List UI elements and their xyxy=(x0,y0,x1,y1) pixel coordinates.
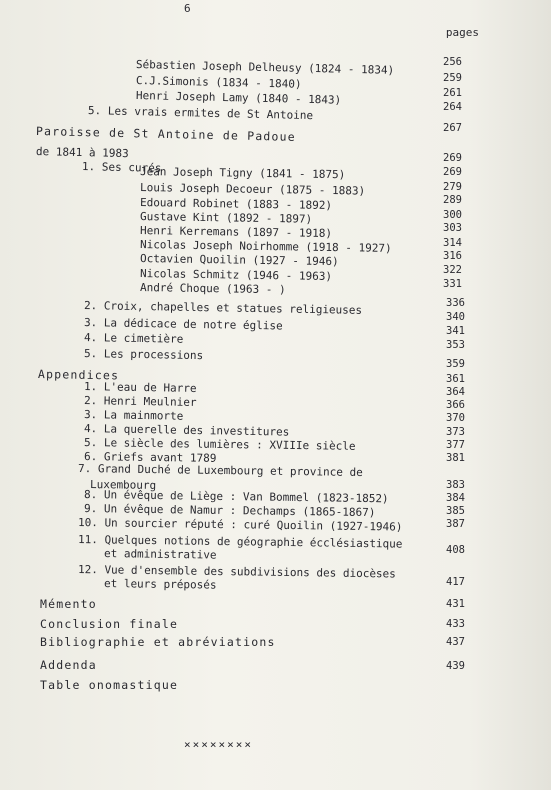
toc-page-number: 383 xyxy=(446,479,465,491)
toc-entry: 4. Le cimetière xyxy=(83,331,184,346)
toc-entry: 4. La querelle des investitures xyxy=(83,422,290,439)
toc-entry: 7. Grand Duché de Luxembourg et province de xyxy=(77,462,363,479)
toc-entry: Henri Joseph Lamy (1840 - 1843) xyxy=(135,89,342,107)
toc-entry: 2. Henri Meulnier xyxy=(83,394,197,409)
toc-entry: 3. La mainmorte xyxy=(83,408,184,423)
toc-page-number: 303 xyxy=(443,222,462,234)
toc-entry: Gustave Kint (1892 - 1897) xyxy=(139,210,313,226)
toc-page-number: 300 xyxy=(443,209,462,221)
toc-entry: et administrative xyxy=(103,547,217,562)
toc-page-number: 377 xyxy=(446,439,465,451)
toc-page-number: 370 xyxy=(446,412,465,424)
toc-page-number: 269 xyxy=(443,166,462,178)
toc-section-title: Mémento xyxy=(40,597,97,611)
toc-page-number: 331 xyxy=(443,278,462,290)
toc-entry: de 1841 à 1983 xyxy=(35,145,129,161)
toc-page-number: 322 xyxy=(443,264,462,276)
toc-section-title: Addenda xyxy=(40,658,97,672)
toc-entry: 11. Quelques notions de géographie écclésiastique xyxy=(77,533,403,551)
toc-page-number: 387 xyxy=(446,518,465,530)
toc-page-number: 385 xyxy=(446,505,465,517)
toc-page-number: 361 xyxy=(446,373,465,385)
toc-section-title: Conclusion finale xyxy=(40,617,179,631)
toc-page-number: 264 xyxy=(443,101,462,113)
toc-page-number: 256 xyxy=(443,56,462,68)
toc-entry: 10. Un sourcier réputé : curé Quoilin (1927-1946) xyxy=(77,516,403,534)
toc-page-number: 359 xyxy=(446,358,465,370)
toc-entry: Louis Joseph Decoeur (1875 - 1883) xyxy=(139,181,366,198)
toc-entry: 3. La dédicace de notre église xyxy=(83,316,283,333)
toc-entry: 1. L'eau de Harre xyxy=(83,380,197,395)
toc-entry: 2. Croix, chapelles et statues religieuses xyxy=(83,299,363,317)
toc-entry: 8. Un évêque de Liège : Van Bommel (1823-1852) xyxy=(83,488,389,506)
toc-entry: et leurs préposés xyxy=(103,577,217,592)
toc-page-number: 336 xyxy=(446,297,465,309)
toc-page-number: 341 xyxy=(446,325,465,337)
toc-entry: 6. Griefs avant 1789 xyxy=(83,450,217,465)
toc-entry: Henri Kerremans (1897 - 1918) xyxy=(139,224,333,241)
closing-ornament: ×××××××× xyxy=(184,738,253,751)
toc-page-number: 439 xyxy=(446,660,465,672)
page-number: 6 xyxy=(184,2,191,15)
toc-page-number: 364 xyxy=(446,386,465,398)
toc-page-number: 269 xyxy=(443,152,462,164)
toc-entry: Octavien Quoilin (1927 - 1946) xyxy=(139,252,339,269)
toc-page-number: 314 xyxy=(443,237,462,249)
toc-page-number: 340 xyxy=(446,311,465,323)
toc-page-number: 373 xyxy=(446,426,465,438)
toc-section-title: Appendices xyxy=(37,367,120,383)
toc-section-title: Bibliographie et abréviations xyxy=(40,635,276,649)
toc-entry: Sébastien Joseph Delheusy (1824 - 1834) xyxy=(135,58,395,77)
toc-entry: Nicolas Joseph Noirhomme (1918 - 1927) xyxy=(139,238,392,255)
toc-page-number: 261 xyxy=(443,87,462,99)
toc-page-number: 437 xyxy=(446,636,465,648)
toc-entry: 5. Le siècle des lumières : XVIIIe siècle xyxy=(83,436,356,453)
toc-section-title: Table onomastique xyxy=(40,678,179,692)
toc-page-number: 431 xyxy=(446,598,465,610)
toc-page-number: 267 xyxy=(443,122,462,134)
toc-page-number: 316 xyxy=(443,250,462,262)
toc-entry: 9. Un évêque de Namur : Dechamps (1865-1867) xyxy=(83,502,376,520)
pages-column-header: pages xyxy=(445,26,479,39)
toc-page-number: 289 xyxy=(443,194,462,206)
toc-page-number: 259 xyxy=(443,72,462,84)
toc-entry: 5. Les processions xyxy=(83,347,204,363)
toc-entry: 12. Vue d'ensemble des subdivisions des diocèses xyxy=(77,563,396,581)
toc-entry: Nicolas Schmitz (1946 - 1963) xyxy=(139,267,333,284)
toc-page-number: 279 xyxy=(443,181,462,193)
toc-page-number: 366 xyxy=(446,399,465,411)
toc-page-number: 381 xyxy=(446,452,465,464)
toc-entry: C.J.Simonis (1834 - 1840) xyxy=(135,74,302,91)
toc-entry: André Choque (1963 - ) xyxy=(139,281,286,297)
toc-section-title: Paroisse de St Antoine de Padoue xyxy=(35,124,297,144)
toc-entry: 1. Ses curés xyxy=(81,160,162,175)
toc-entry: Jean Joseph Tigny (1841 - 1875) xyxy=(139,165,346,182)
toc-page-number: 384 xyxy=(446,492,465,504)
toc-entry: 5. Les vrais ermites de St Antoine xyxy=(87,104,314,123)
toc-entry: Luxembourg xyxy=(89,478,157,492)
toc-page-number: 417 xyxy=(446,576,465,588)
toc-page-number: 433 xyxy=(446,618,465,630)
toc-page-number: 408 xyxy=(446,544,465,556)
toc-entry: Edouard Robinet (1883 - 1892) xyxy=(139,196,333,213)
toc-page-number: 353 xyxy=(446,339,465,351)
